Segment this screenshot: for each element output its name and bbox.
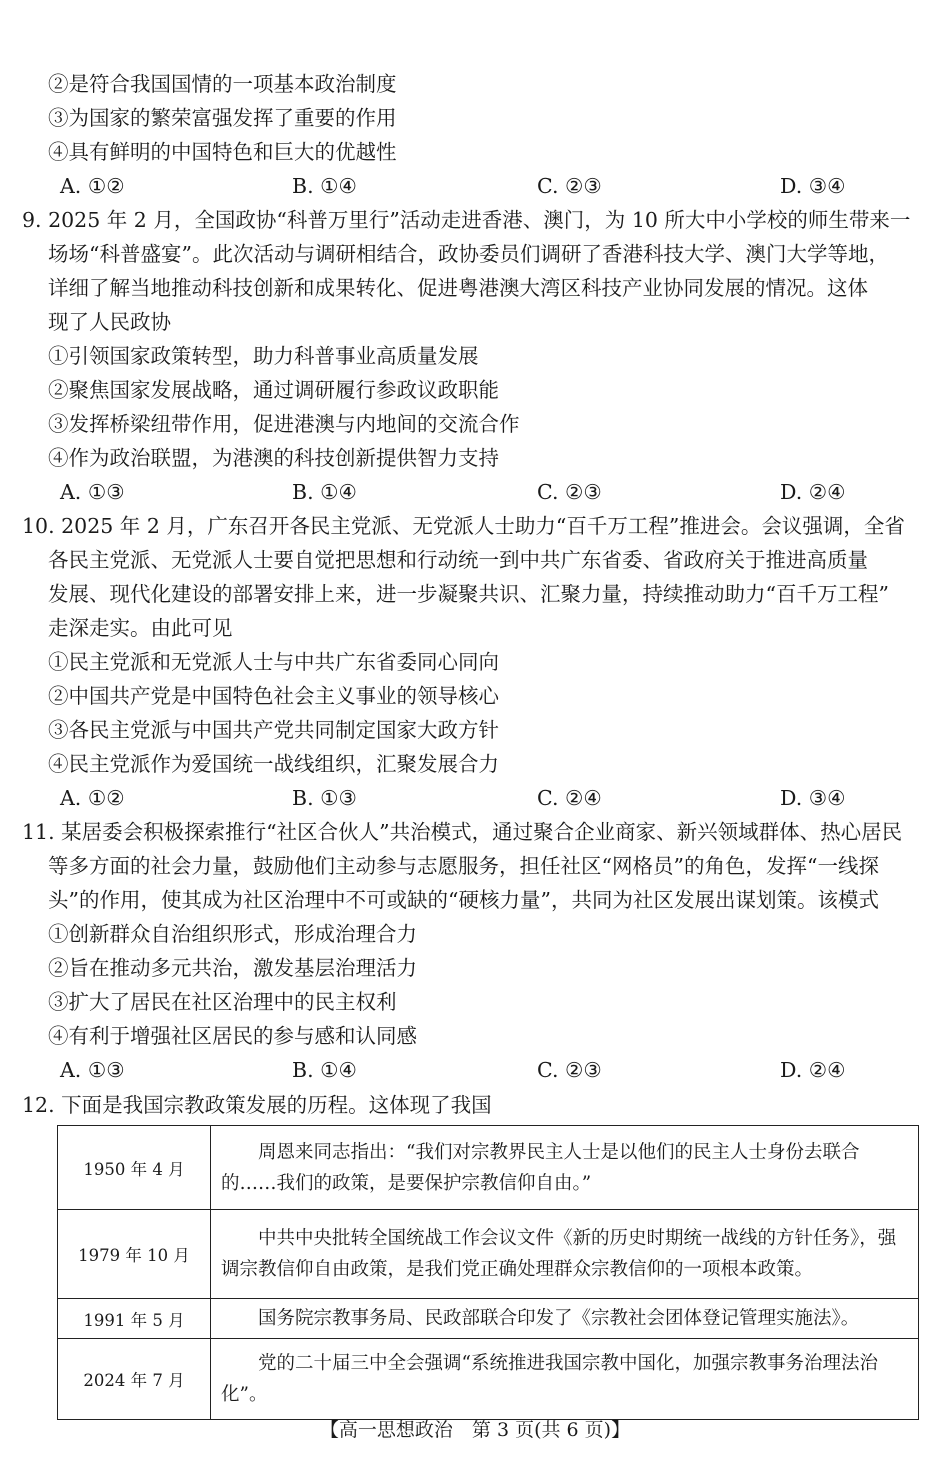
q10-option-a: A. ①② bbox=[60, 786, 125, 810]
q10-stem-line: 10. 2025 年 2 月，广东召开各民主党派、无党派人士助力“百千万工程”推进会。会议强调，全省 bbox=[22, 514, 905, 538]
q10-option-c: C. ②④ bbox=[537, 786, 602, 810]
table-date-cell: 1991 年 5 月 bbox=[58, 1299, 211, 1339]
q9-stem-line: 详细了解当地推动科技创新和成果转化、促进粤港澳大湾区科技产业协同发展的情况。这体 bbox=[48, 276, 868, 300]
q8-item: ②是符合我国国情的一项基本政治制度 bbox=[48, 72, 397, 96]
q10-item: ①民主党派和无党派人士与中共广东省委同心同向 bbox=[48, 650, 499, 674]
q11-item: ②旨在推动多元共治，激发基层治理活力 bbox=[48, 956, 417, 980]
q10-item: ③各民主党派与中国共产党共同制定国家大政方针 bbox=[48, 718, 499, 742]
religion-policy-table bbox=[57, 1125, 919, 1420]
table-row bbox=[58, 1210, 919, 1299]
table-row bbox=[58, 1126, 919, 1210]
q10-item: ②中国共产党是中国特色社会主义事业的领导核心 bbox=[48, 684, 499, 708]
table-date-cell: 1979 年 10 月 bbox=[58, 1210, 211, 1299]
q8-item: ③为国家的繁荣富强发挥了重要的作用 bbox=[48, 106, 397, 130]
q8-option-b: B. ①④ bbox=[292, 174, 357, 198]
q11-option-b: B. ①④ bbox=[292, 1058, 357, 1082]
q11-option-d: D. ②④ bbox=[780, 1058, 846, 1082]
q9-option-a: A. ①③ bbox=[60, 480, 125, 504]
q12-stem: 12. 下面是我国宗教政策发展的历程。这体现了我国 bbox=[22, 1093, 492, 1117]
q10-stem-line: 走深走实。由此可见 bbox=[48, 616, 233, 640]
q9-item: ①引领国家政策转型，助力科普事业高质量发展 bbox=[48, 344, 479, 368]
table-date-cell: 2024 年 7 月 bbox=[58, 1339, 211, 1420]
q9-stem-line: 9. 2025 年 2 月，全国政协“科普万里行”活动走进香港、澳门，为 10 所大中小学校的师生带来一 bbox=[22, 208, 911, 232]
q10-option-d: D. ③④ bbox=[780, 786, 846, 810]
q10-item: ④民主党派作为爱国统一战线组织，汇聚发展合力 bbox=[48, 752, 499, 776]
table-text-cell: 中共中央批转全国统战工作会议文件《新的历史时期统一战线的方针任务》，强调宗教信仰自由政策，是我们党正确处理群众宗教信仰的一项根本政策。 bbox=[211, 1210, 919, 1299]
q9-item: ③发挥桥梁纽带作用，促进港澳与内地间的交流合作 bbox=[48, 412, 520, 436]
q9-item: ②聚焦国家发展战略，通过调研履行参政议政职能 bbox=[48, 378, 499, 402]
table-row bbox=[58, 1299, 919, 1339]
q11-option-c: C. ②③ bbox=[537, 1058, 602, 1082]
q9-stem-line: 场场“科普盛宴”。此次活动与调研相结合，政协委员们调研了香港科技大学、澳门大学等地， bbox=[48, 242, 889, 266]
q10-option-b: B. ①③ bbox=[292, 786, 357, 810]
table-text-cell: 周恩来同志指出：“我们对宗教界民主人士是以他们的民主人士身份去联合的……我们的政策，是要保护宗教信仰自由。” bbox=[211, 1126, 919, 1210]
q8-option-c: C. ②③ bbox=[537, 174, 602, 198]
q10-stem-line: 发展、现代化建设的部署安排上来，进一步凝聚共识、汇聚力量，持续推动助力“百千万工程” bbox=[48, 582, 889, 606]
q11-item: ④有利于增强社区居民的参与感和认同感 bbox=[48, 1024, 417, 1048]
q9-stem-line: 现了人民政协 bbox=[48, 310, 171, 334]
q8-item: ④具有鲜明的中国特色和巨大的优越性 bbox=[48, 140, 397, 164]
q11-item: ③扩大了居民在社区治理中的民主权利 bbox=[48, 990, 397, 1014]
q11-stem-line: 等多方面的社会力量，鼓励他们主动参与志愿服务，担任社区“网格员”的角色，发挥“一线探 bbox=[48, 854, 879, 878]
q8-option-a: A. ①② bbox=[60, 174, 125, 198]
table-row bbox=[58, 1339, 919, 1420]
q9-option-c: C. ②③ bbox=[537, 480, 602, 504]
q11-option-a: A. ①③ bbox=[60, 1058, 125, 1082]
q11-item: ①创新群众自治组织形式，形成治理合力 bbox=[48, 922, 417, 946]
q9-option-b: B. ①④ bbox=[292, 480, 357, 504]
page-footer: 【高一思想政治 第 3 页(共 6 页)】 bbox=[319, 1419, 631, 1441]
table-text-cell: 国务院宗教事务局、民政部联合印发了《宗教社会团体登记管理实施法》。 bbox=[211, 1299, 919, 1339]
table-date-cell: 1950 年 4 月 bbox=[58, 1126, 211, 1210]
q11-stem-line: 头”的作用，使其成为社区治理中不可或缺的“硬核力量”，共同为社区发展出谋划策。该模式 bbox=[48, 888, 879, 912]
q9-item: ④作为政治联盟，为港澳的科技创新提供智力支持 bbox=[48, 446, 499, 470]
q8-option-d: D. ③④ bbox=[780, 174, 846, 198]
table-text-cell: 党的二十届三中全会强调“系统推进我国宗教中国化，加强宗教事务治理法治化”。 bbox=[211, 1339, 919, 1420]
q9-option-d: D. ②④ bbox=[780, 480, 846, 504]
q11-stem-line: 11. 某居委会积极探索推行“社区合伙人”共治模式，通过聚合企业商家、新兴领域群体、热心居民 bbox=[22, 820, 903, 844]
q10-stem-line: 各民主党派、无党派人士要自觉把思想和行动统一到中共广东省委、省政府关于推进高质量 bbox=[48, 548, 868, 572]
